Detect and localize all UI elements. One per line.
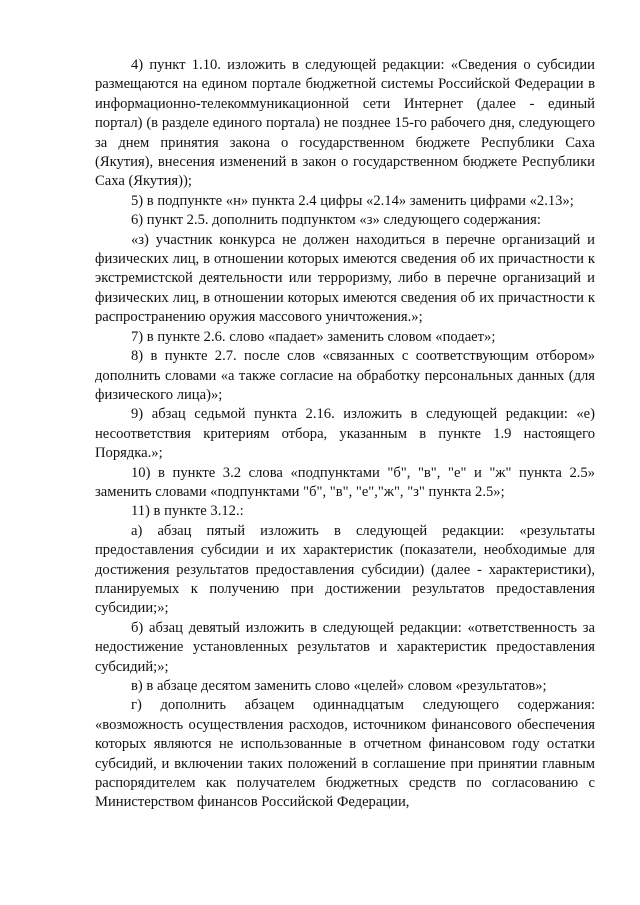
- paragraph-item-5: 5) в подпункте «н» пункта 2.4 цифры «2.14» заменить цифрами «2.13»;: [131, 192, 574, 209]
- paragraph-item-7: 7) в пункте 2.6. слово «падает» заменить словом «подает»;: [131, 328, 496, 345]
- paragraph-subitem-a: а) абзац пятый изложить в следующей редакции: «результаты предоставления субсидии и их характеристик (показатели, необходимые для достижения результатов предоставления субсидии) (далее - характеристики), планируемых к получению при достижении результатов предоставления субсидии;»;: [95, 522, 595, 617]
- paragraph-item-9: 9) абзац седьмой пункта 2.16. изложить в следующей редакции: «е) несоответствия критериям отбора, указанным в пункте 1.9 настоящего Порядка.»;: [95, 406, 595, 462]
- paragraph-item-6: 6) пункт 2.5. дополнить подпунктом «з» следующего содержания:: [131, 212, 541, 229]
- paragraph-item-8: 8) в пункте 2.7. после слов «связанных с соответствующим отбором» дополнить словами «а также согласие на обработку персональных данных (для физического лица)»;: [95, 348, 595, 403]
- paragraph-item-11: 11) в пункте 3.12.:: [131, 503, 244, 520]
- paragraph-subitem-z: «з) участник конкурса не должен находиться в перечне организаций и физических лиц, в отношении которых имеются сведения об их причастности к экстремистской деятельности или терроризму, либо в перечне организаций и физических лиц, в отношении которых имеются сведения об их причастности к распространению оружия массового уничтожения.»;: [95, 231, 595, 326]
- paragraph-subitem-b: б) абзац девятый изложить в следующей редакции: «ответственность за недостижение установленных результатов и характеристик предоставления субсидий;»;: [95, 619, 595, 675]
- paragraph-subitem-g: г) дополнить абзацем одиннадцатым следующего содержания: «возможность осуществления расходов, источником финансового обеспечения которых являются не использованные в отчетном финансовом году остатки субсидий, и включении таких положений в соглашение при принятии главным распорядителем как получателем бюджетных средств по согласованию с Министерством финансов Российской Федерации,: [95, 697, 595, 811]
- paragraph-subitem-v: в) в абзаце десятом заменить слово «целей» словом «результатов»;: [131, 678, 547, 694]
- paragraph-item-10: 10) в пункте 3.2 слова «подпунктами "б", "в", "е" и "ж" пункта 2.5» заменить словами «подпунктами "б", "в", "е","ж", "з" пункта 2.5»;: [95, 464, 595, 500]
- paragraph-item-4: 4) пункт 1.10. изложить в следующей редакции: «Сведения о субсидии размещаются на едином портале бюджетной системы Российской Федерации в информационно-телекоммуникационной сети Интернет (далее - единый портал) (в разделе единого портала) не позднее 15-го рабочего дня, следующего за днем принятия закона о государственном бюджете Республики Саха (Якутия), внесения изменений в закон о государственном бюджете Республики Саха (Якутия));: [95, 57, 595, 190]
- document-page: [95, 56, 595, 813]
